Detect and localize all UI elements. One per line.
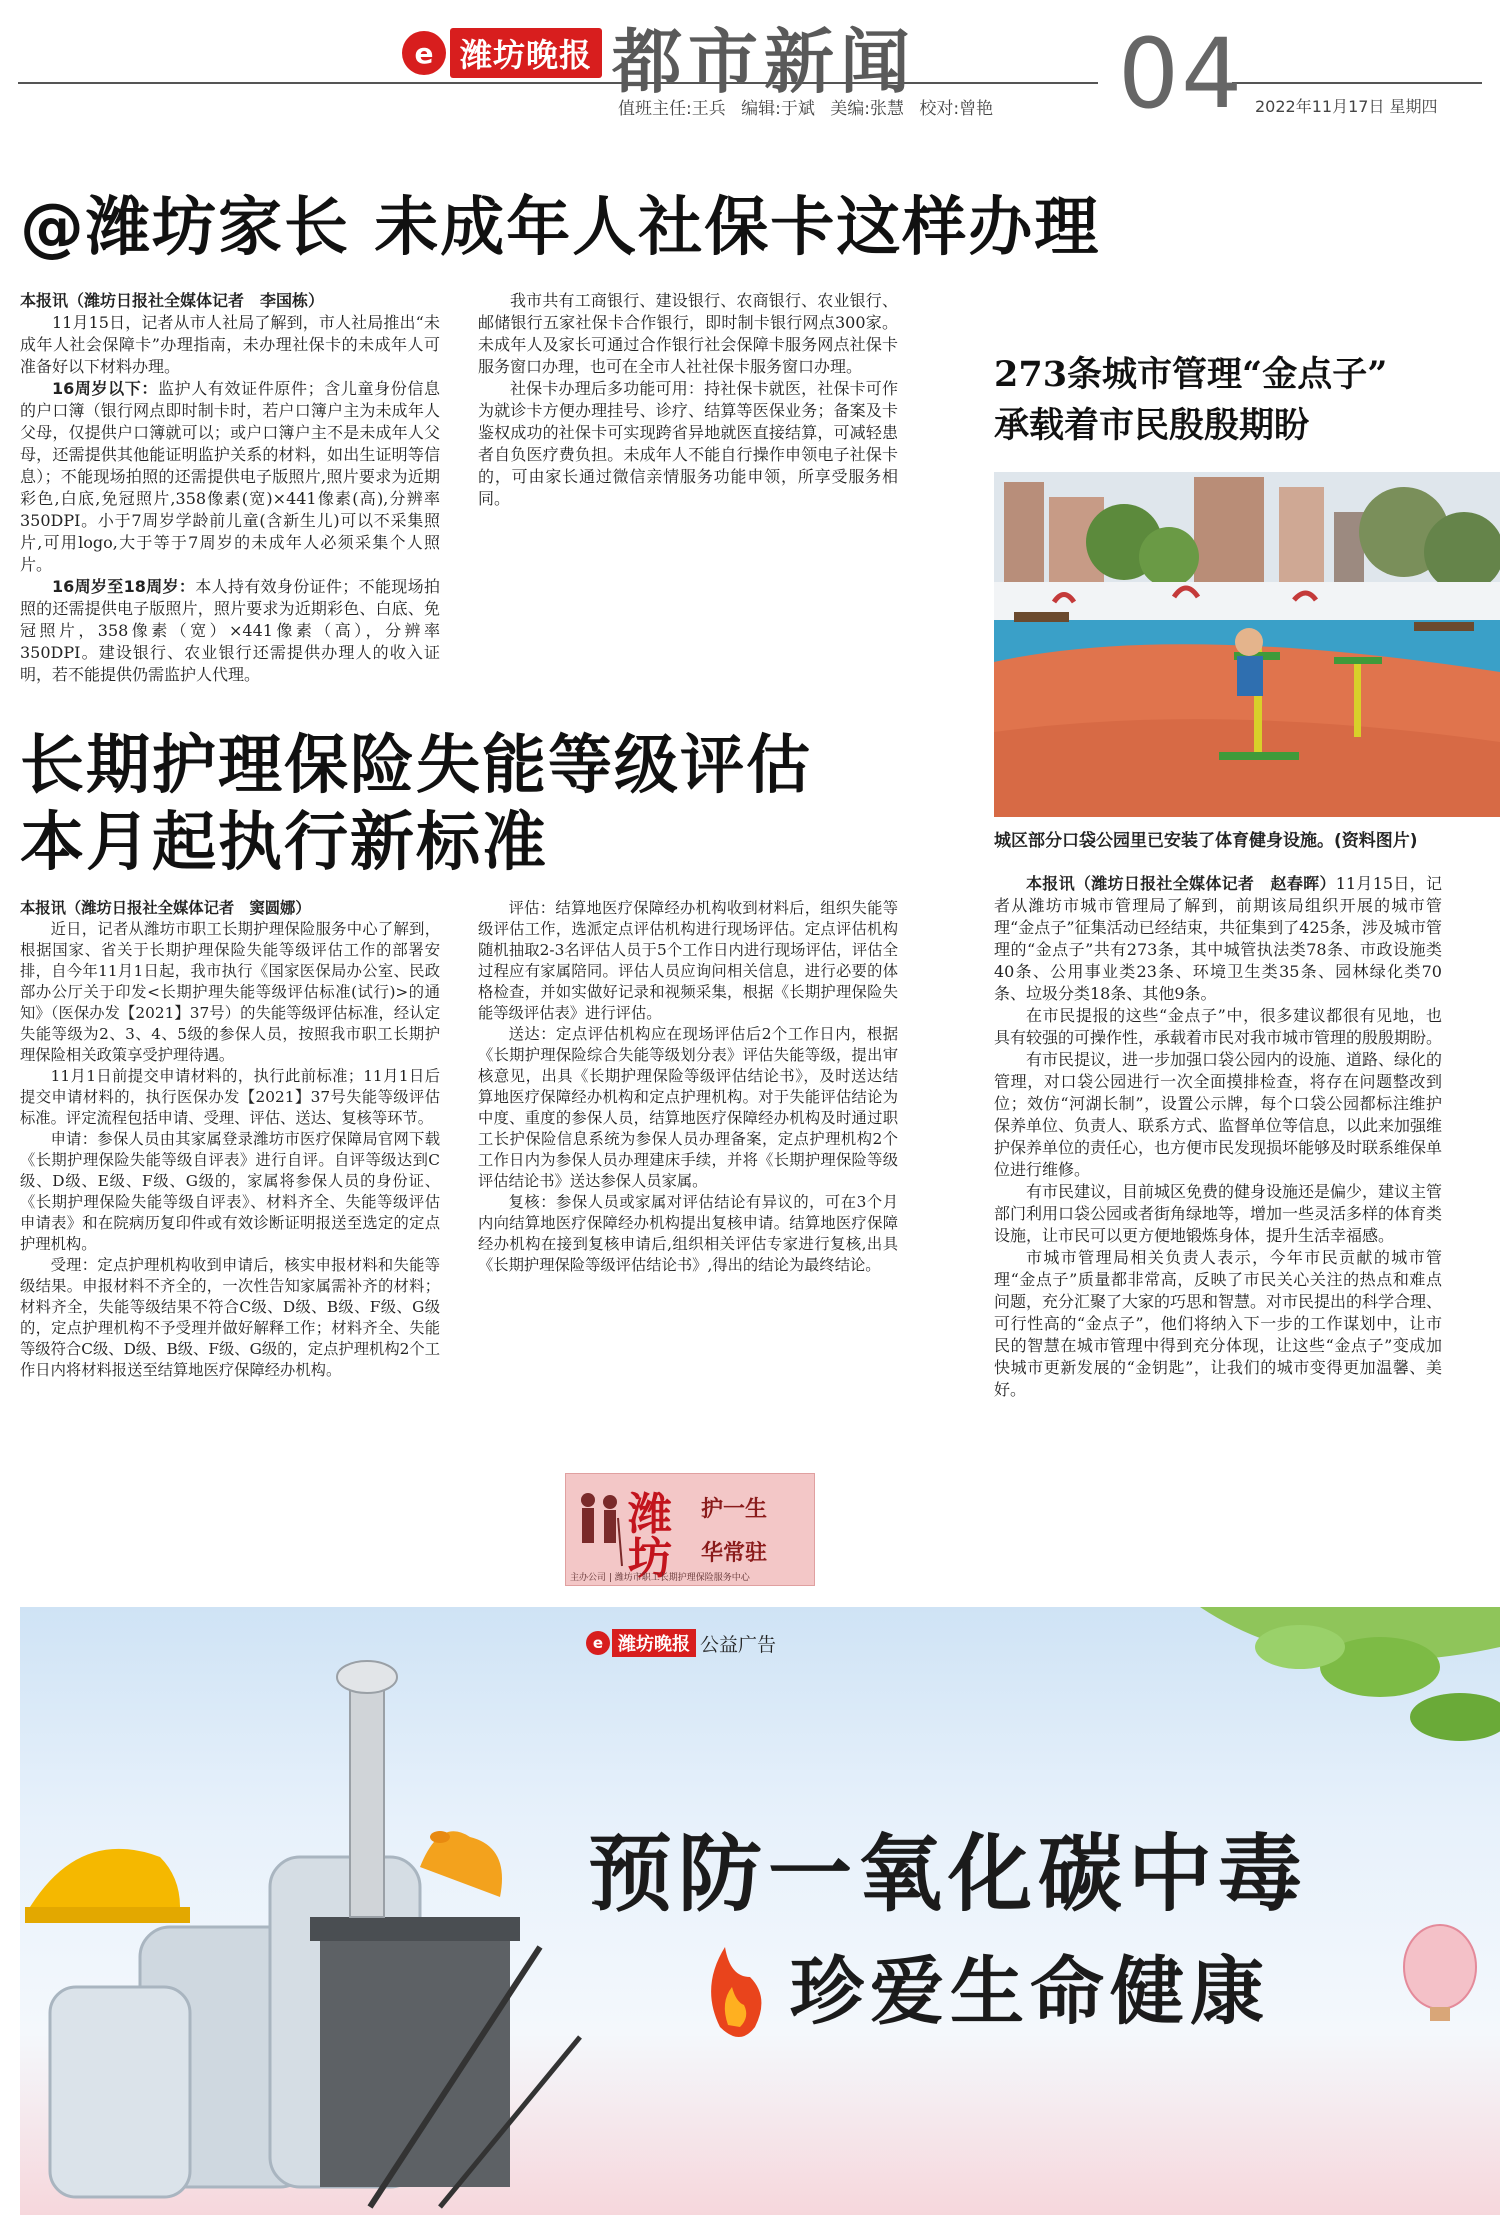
mini-ad-footer: 主办公司 | 潍坊市职工长期护理保险服务中心 xyxy=(570,1573,750,1583)
article2-paragraph: 申请：参保人员由其家属登录潍坊市医疗保障局官网下载《长期护理保险失能等级自评表》进行自评。自评等级达到C级、D级、E级、F级、G级的，家属将参保人员的身份证、《长期护理保险失能等级自评表》、材料齐全、失能等级评估申请表》和在院病历复印件或有效诊断证明报送至选定的定点护理机构。 xyxy=(20,1130,440,1253)
article3-byline: 本报讯（潍坊日报社全媒体记者 赵春晖） xyxy=(1026,874,1336,893)
ad-title-main: 预防一氧化碳中毒 xyxy=(588,1825,1309,1923)
article2-paragraph: 评估：结算地医疗保障经办机构收到材料后，组织失能等级评估工作，选派定点评估机构进行现场评估。定点评估机构随机抽取2-3名评估人员于5个工作日内进行现场评估，评估全过程应有家属陪同。评估人员应询问相关信息，进行必要的体格检查，并如实做好记录和视频采集，根据《长期护理保险失能等级评估表》进行评估。 xyxy=(478,899,898,1022)
masthead-rule-right xyxy=(1232,82,1482,84)
logo-text: 潍坊晚报 xyxy=(450,28,602,78)
mini-ad-slogan2: 华常驻 xyxy=(701,1540,768,1566)
article2-col2 xyxy=(478,898,898,1276)
photo-illustration xyxy=(994,472,1500,817)
elderly-couple-icon xyxy=(572,1488,627,1568)
masthead-rule-left xyxy=(18,82,1098,84)
mini-ad-slogan1: 护一生 xyxy=(701,1496,768,1522)
article1-label: 16周岁至18周岁： xyxy=(52,577,196,596)
article3-headline[interactable]: 273条城市管理“金点子” 承载着市民殷殷期盼 xyxy=(994,354,1388,446)
article1-paragraph: 社保卡办理后多功能可用：持社保卡就医，社保卡可作为就诊卡方便办理挂号、诊疗、结算等医保业务；备案及卡鉴权成功的社保卡可实现跨省异地就医直接结算，可减轻患者自负医疗费负担。未成年人不能自行操作申领电子社保卡的，可由家长通过微信亲情服务功能申领，所享受服务相同。 xyxy=(478,379,898,508)
logo-mark-icon: e xyxy=(402,31,446,75)
insurance-mini-ad[interactable] xyxy=(565,1473,815,1586)
issue-date: 2022年11月17日 星期四 xyxy=(1255,97,1438,116)
page-number: 04 xyxy=(1118,18,1245,130)
article1-paragraph: 16周岁至18周岁：本人持有效身份证件；不能现场拍照的还需提供电子版照片，照片要求为近期彩色、白底、免冠照片，358像素（宽）×441像素（高），分辨率350DPI。建设银行、农业银行还需提供办理人的收入证明，若不能提供仍需监护人代理。 xyxy=(20,577,440,684)
newspaper-logo[interactable] xyxy=(402,28,602,78)
article2-paragraph: 11月1日前提交申请材料的，执行此前标准；11月1日后提交申请材料的，执行医保办发【2021】37号失能等级评估标准。评定流程包括申请、受理、评估、送达、复核等环节。 xyxy=(20,1067,440,1127)
ad-tag: 公益广告 xyxy=(700,1633,777,1656)
staff-credits: 值班主任:王兵 编辑:于斌 美编:张慧 校对:曾艳 xyxy=(618,99,994,119)
ad-logo xyxy=(586,1629,776,1657)
article3-paragraph: 有市民提议，进一步加强口袋公园内的设施、道路、绿化的管理，对口袋公园进行一次全面摸排检查，将存在问题整改到位；效仿“河湖长制”，设置公示牌，每个口袋公园都标注维护保养单位、负责人、联系方式、监督单位等信息，以此来加强维护保养单位的责任心，也方便市民发现损坏能够及时联系维保单位进行维修。 xyxy=(994,1050,1443,1179)
photo-caption: 城区部分口袋公园里已安装了体育健身设施。(资料图片) xyxy=(994,831,1418,851)
ad-title-sub: 珍爱生命健康 xyxy=(790,1949,1270,2035)
article2-byline: 本报讯（潍坊日报社全媒体记者 窦圆娜） xyxy=(20,899,311,917)
article2-paragraph: 受理：定点护理机构收到申请后，核实申报材料和失能等级结果。申报材料不齐全的，一次性告知家属需补齐的材料；材料齐全，失能等级结果不符合C级、D级、B级、F级、G级的，定点护理机构不予受理并做好解释工作；材料齐全、失能等级符合C级、D级、B级、F级、G级的，定点护理机构2个工作日内将材料报送至结算地医疗保障经办机构。 xyxy=(20,1256,440,1379)
masthead xyxy=(0,0,1500,135)
article1-paragraph: 我市共有工商银行、建设银行、农商银行、农业银行、邮储银行五家社保卡合作银行，即时制卡银行网点300家。未成年人及家长可通过合作银行社会保障卡服务网点社保卡服务窗口办理，也可在全市人社社保卡服务窗口办理。 xyxy=(478,291,898,376)
ad-logo-mark-icon: e xyxy=(586,1631,610,1655)
article1-col1 xyxy=(20,290,440,686)
article2-paragraph: 复核：参保人员或家属对评估结论有异议的，可在3个月内向结算地医疗保障经办机构提出复核申请。结算地医疗保障经办机构在接到复核申请后,组织相关评估专家进行复核,出具《长期护理保险等级评估结论书》,得出的结论为最终结论。 xyxy=(478,1193,898,1274)
article3-paragraph: 在市民提报的这些“金点子”中，很多建议都很有见地，也具有较强的可操作性，承载着市民对我市城市管理的殷殷期盼。 xyxy=(994,1006,1443,1047)
article3-paragraph: 市城市管理局相关负责人表示，今年市民贡献的城市管理“金点子”质量都非常高，反映了市民关心关注的热点和难点问题，充分汇聚了大家的巧思和智慧。对市民提出的科学合理、可行性高的“金点子”，他们将纳入下一步的工作谋划中，让市民的智慧在城市管理中得到充分体现，让这些“金点子”变成加快城市更新发展的“金钥匙”，让我们的城市变得更加温馨、美好。 xyxy=(994,1248,1443,1399)
mini-ad-char2: 坊 xyxy=(628,1533,672,1584)
article1-byline: 本报讯（潍坊日报社全媒体记者 李国栋） xyxy=(20,291,325,310)
article2-col1 xyxy=(20,898,440,1381)
article2-headline[interactable]: 长期护理保险失能等级评估 本月起执行新标准 xyxy=(20,729,812,880)
article3-paragraph: 本报讯（潍坊日报社全媒体记者 赵春晖）11月15日，记者从潍坊市城市管理局了解到，前期该局组织开展的城市管理“金点子”征集活动已经结束，共征集到了425条，涉及城市管理的“金点子”共有273条，其中城管执法类78条、市政设施类40条、公用事业类23条、环境卫生类35条、园林绿化类70条、垃圾分类18条、其他9条。 xyxy=(994,874,1442,1003)
article3-column xyxy=(994,873,1442,1401)
section-title: 都市新闻 xyxy=(612,21,916,103)
article1-label: 16周岁以下： xyxy=(52,379,159,398)
article3-paragraph: 有市民建议，目前城区免费的健身设施还是偏少，建议主管部门利用口袋公园或者街角绿地等，增加一些灵活多样的体育类设施，让市民可以更方便地锻炼身体，提升生活幸福感。 xyxy=(994,1182,1443,1245)
article2-paragraph: 近日，记者从潍坊市职工长期护理保险服务中心了解到，根据国家、省关于长期护理保险失能等级评估工作的部署安排，自今年11月1日起，我市执行《国家医保局办公室、民政部办公厅关于印发<长期护理失能等级评估标准(试行)>的通知》（医保办发【2021】37号）的失能等级评估标准，经认定失能等级为2、3、4、5级的参保人员，按照我市职工长期护理保险相关政策享受护理待遇。 xyxy=(20,920,440,1064)
public-service-ad[interactable] xyxy=(20,1607,1500,2215)
ad-logo-text: 潍坊晚报 xyxy=(612,1629,696,1657)
article1-paragraph: 11月15日，记者从市人社局了解到，市人社局推出“未成年人社会保障卡”办理指南，未办理社保卡的未成年人可准备好以下材料办理。 xyxy=(20,313,440,376)
mini-ad-char1: 潍 xyxy=(628,1489,672,1540)
article1-headline[interactable]: @潍坊家长 未成年人社保卡这样办理 xyxy=(20,191,1101,265)
article2-paragraph: 送达：定点评估机构应在现场评估后2个工作日内，根据《长期护理保险综合失能等级划分表》评估失能等级，提出审核意见，出具《长期护理保险等级评估结论书》，及时送达结算地医疗保障经办机构和定点护理机构。对于失能评估结论为中度、重度的参保人员，结算地医疗保障经办机构及时通过职工长护保险信息系统为参保人员办理备案，定点护理机构2个工作日内为参保人员办理建床手续，并将《长期护理保险等级评估结论书》送达参保人员家属。 xyxy=(478,1025,898,1190)
park-fitness-photo[interactable] xyxy=(994,472,1500,817)
article1-paragraph: 16周岁以下：监护人有效证件原件；含儿童身份信息的户口簿（银行网点即时制卡时，若户口簿户主为未成年人父母，仅提供户口簿就可以；或户口簿户主不是未成年人父母，还需提供其他能证明监护关系的材料，如出生证明等信息）；不能现场拍照的还需提供电子版照片,照片要求为近期彩色,白底,免冠照片,358像素(宽)×441像素(高),分辨率350DPI。小于7周岁学龄前儿童(含新生儿)可以不采集照片,可用logo,大于等于7周岁的未成年人必须采集个人照片。 xyxy=(20,379,440,574)
article1-col2 xyxy=(478,290,898,510)
